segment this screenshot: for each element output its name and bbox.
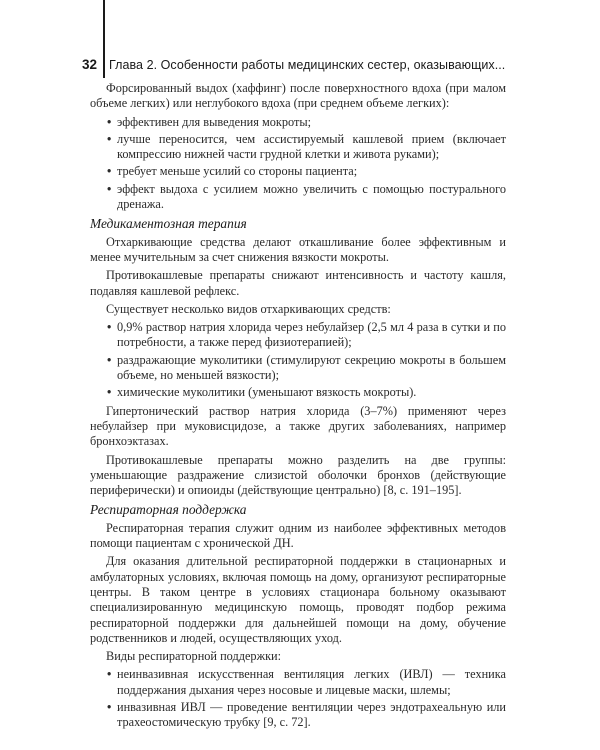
paragraph: Отхаркивающие средства делают откашливание более эффективным и менее мучительным за счет снижения вязкости мокроты. [90,234,506,264]
list-item: • эффективен для выведения мокроты; [107,114,312,129]
paragraph: Виды респираторной поддержки: [106,649,282,664]
bullet-icon: • [107,131,112,146]
paragraph: Респираторная терапия служит одним из наиболее эффективных методов помощи пациентам с хронической ДН. [90,520,506,551]
paragraph: Гипертонический раствор натрия хлорида (3–7%) применяют через небулайзер при муковисцидозе, а также других заболеваниях, например бронхоэктазах. [90,403,506,449]
bullet-list-ventilation [90,667,506,730]
bullet-list-expectorants [90,320,506,400]
section-heading-respiratory-support: Респираторная поддержка [90,502,247,518]
bullet-icon: • [107,181,112,196]
list-item: • 0,9% раствор натрия хлорида через небулайзер (2,5 мл 4 раза в сутки и по потребности, а также перед физиотерапией); [107,320,506,350]
page-header [82,57,552,72]
bullet-icon: • [107,320,112,335]
paragraph: Форсированный выдох (хаффинг) после поверхностного вдоха (при малом объеме легких) или неглубокого вдоха (при среднем объеме легких): [90,81,506,111]
bullet-icon: • [107,699,112,714]
page-number: 32 [82,57,98,72]
bullet-icon: • [107,667,112,682]
list-item: • неинвазивная искусственная вентиляция легких (ИВЛ) — техника поддержания дыхания через носовые и лицевые маски, шлемы; [107,667,506,697]
list-item: • инвазивная ИВЛ — проведение вентиляции через эндотрахеальную или трахеостомическую трубку [9, с. 72]. [107,699,506,730]
paragraph: Противокашлевые препараты снижают интенсивность и частоту кашля, подавляя кашлевой рефлекс. [90,268,506,298]
list-item: • лучше переносится, чем ассистируемый кашлевой прием (включает компрессию нижней части грудной клетки и живота руками); [107,131,506,162]
paragraph: Противокашлевые препараты можно разделить на две группы: уменьшающие раздражение слизистой оболочки бронхов (действующие периферически) и опиоиды (действующие центрально) [8, с. 191–195]. [90,452,506,498]
list-item: • требует меньше усилий со стороны пациента; [107,164,358,179]
bullet-icon: • [107,164,112,179]
bullet-icon: • [107,385,112,400]
running-title: Глава 2. Особенности работы медицинских сестер, оказывающих... [109,58,506,72]
list-item: • химические муколитики (уменьшают вязкость мокроты). [107,385,417,400]
list-item: • эффект выдоха с усилием можно увеличить с помощью постурального дренажа. [107,181,506,212]
paragraph: Существует несколько видов отхаркивающих средств: [106,301,391,316]
bullet-icon: • [107,352,112,367]
section-heading-drug-therapy: Медикаментозная терапия [90,216,247,232]
page-body [90,81,506,734]
list-item: • раздражающие муколитики (стимулируют секрецию мокроты в большем объеме, но меньшей вязкости); [107,352,506,383]
bullet-list-huffing [90,115,506,213]
bullet-icon: • [107,114,112,129]
paragraph: Для оказания длительной респираторной поддержки в стационарных и амбулаторных условиях, включая помощь на дому, организуют респираторные центры. В таком центре в условиях стационара больному оказывают специализированную медицинскую помощь, проводят подбор режима респираторной поддержки для дальнейшей помощи на дому, обучение родственников и людей, осуществляющих уход. [90,554,506,645]
